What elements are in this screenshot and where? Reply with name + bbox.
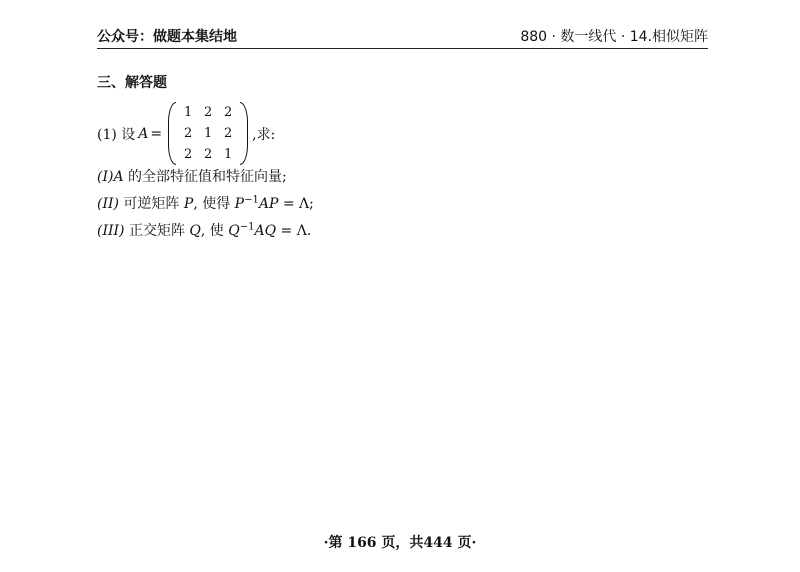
- matrix-cell: 1: [224, 147, 233, 162]
- header-source: 公众号：做题本集结地: [97, 29, 237, 45]
- matrix-A: [168, 102, 248, 165]
- part-text: 可逆矩阵: [118, 196, 184, 212]
- matrix-cell: 2: [184, 126, 193, 141]
- header-chapter: 880 · 数一线代 · 14.相似矩阵: [520, 29, 708, 45]
- matrix-cell: 1: [204, 126, 213, 141]
- part-text: 的全部特征值和特征向量;: [123, 169, 287, 185]
- matrix-cell: 2: [204, 105, 213, 120]
- part-var: P: [183, 196, 194, 212]
- part-var: A: [113, 169, 124, 185]
- matrix-cell: 1: [184, 105, 193, 120]
- part-1: [97, 166, 287, 186]
- expr-rest: AQ: [254, 223, 277, 239]
- matrix-variable: A: [138, 125, 149, 142]
- matrix-cell: 2: [224, 105, 233, 120]
- part-text: = Λ;: [278, 196, 314, 212]
- expr-exponent: −1: [239, 221, 255, 233]
- expr-var: Q: [228, 223, 240, 239]
- part-number: (III): [97, 223, 125, 239]
- problem-suffix: ,求:: [252, 126, 276, 143]
- page-footer: ·第 166 页，共444 页·: [323, 535, 477, 551]
- matrix-cell: 2: [224, 126, 233, 141]
- expr-exponent: −1: [244, 194, 259, 206]
- part-text: , 使: [200, 223, 229, 239]
- section-title: 三、解答题: [97, 75, 167, 91]
- matrix-grid: [176, 102, 240, 165]
- page-header: [97, 22, 708, 49]
- problem-statement: [97, 102, 275, 165]
- part-number: (I): [97, 169, 114, 185]
- expr-var: P: [234, 196, 245, 212]
- right-paren: [240, 102, 248, 165]
- equals-sign: =: [150, 125, 163, 142]
- part-2: [97, 193, 314, 213]
- part-3: [97, 220, 311, 240]
- matrix-cell: 2: [204, 147, 213, 162]
- matrix-cell: 2: [184, 147, 193, 162]
- expr-rest: AP: [258, 196, 279, 212]
- part-number: (II): [97, 196, 119, 212]
- problem-label: (1) 设: [97, 126, 136, 143]
- part-text: , 使得: [193, 196, 235, 212]
- part-text: = Λ.: [276, 223, 312, 239]
- part-var: Q: [189, 223, 201, 239]
- part-text: 正交矩阵: [124, 223, 190, 239]
- left-paren: [168, 102, 176, 165]
